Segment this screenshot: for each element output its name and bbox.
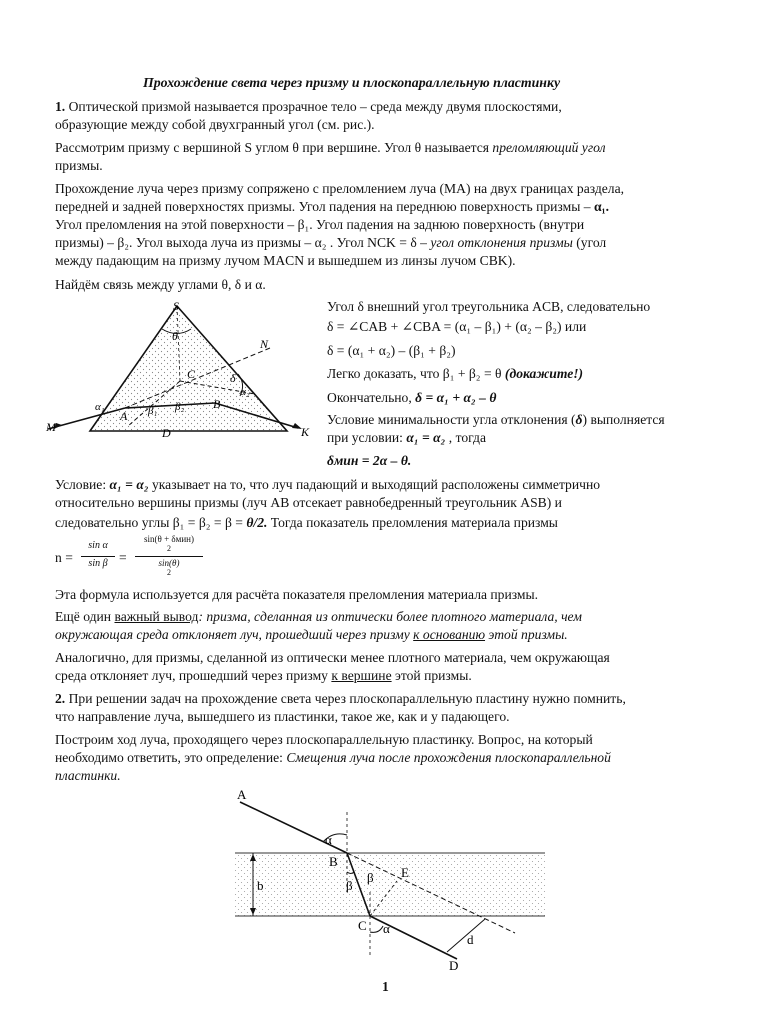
- page-number: 1: [382, 979, 389, 994]
- plate-diagram: [225, 782, 555, 972]
- text: (угол: [572, 235, 607, 250]
- text: Окончательно,: [327, 390, 416, 405]
- paragraph-line: Прохождение луча через призму сопряжено с преломлением луча (MA) на двух границах раздела,: [55, 181, 625, 196]
- paragraph-line: [55, 667, 472, 684]
- term-italic: преломляющий угол: [492, 140, 606, 155]
- symbol: θ/2.: [246, 515, 268, 530]
- label-beta-2: β: [346, 878, 353, 893]
- paragraph-line: Угол δ внешний угол треугольника ACB, следовательно: [327, 299, 651, 314]
- label-beta2: β₂: [175, 401, 185, 413]
- formula-numerator-2-divisor: 2: [167, 544, 171, 553]
- label-alpha-2: α: [383, 921, 390, 936]
- section-number: 2.: [55, 691, 66, 706]
- paragraph-line: между падающим на призму лучом MACN и вышедшем из линзы лучом CBK).: [55, 253, 516, 268]
- paragraph-line: что направление луча, вышедшего из пластинки, такое же, как и у падающего.: [55, 709, 510, 724]
- offset-line: [447, 919, 485, 952]
- paragraph-line: Найдём связь между углами θ, δ и α.: [55, 277, 266, 292]
- underlined-term: к вершине: [331, 668, 392, 683]
- label-d-point: D: [449, 958, 459, 972]
- text: Рассмотрим призму с вершиной S углом θ при вершине. Угол θ называется: [55, 140, 493, 155]
- text: , тогда: [445, 430, 486, 445]
- plate-body: [235, 853, 545, 916]
- paragraph-line: [55, 476, 600, 493]
- paragraph-line: [327, 411, 665, 428]
- italic-text: : призма, сделанная из оптически более плотного материала, чем: [198, 609, 582, 624]
- text: этой призмы.: [485, 627, 568, 642]
- paragraph-line: [55, 749, 611, 766]
- text: указывает на то, что луч падающий и выходящий расположены симметрично: [148, 477, 601, 492]
- paragraph-line: [55, 514, 558, 531]
- formula-numerator-2: sin(θ + δмин): [144, 534, 194, 544]
- equation-line: δмин = 2α – θ.: [327, 453, 412, 468]
- label-d-offset: d: [467, 932, 474, 947]
- label-n: N: [260, 337, 269, 351]
- paragraph-line: [55, 139, 606, 156]
- label-theta: θ: [172, 329, 178, 343]
- paragraph-line: Угол преломления на этой поверхности – β₁. Угол падения на заднюю поверхность (внутри: [55, 217, 585, 232]
- label-b: B: [213, 397, 221, 411]
- paragraph-line: [55, 234, 606, 251]
- paragraph-line: Построим ход луча, проходящего через плоскопараллельную пластинку. Вопрос, на который: [55, 732, 593, 747]
- text: Легко доказать, что β₁ + β₂ = θ: [327, 366, 505, 381]
- label-c: C: [358, 918, 367, 933]
- label-a: A: [120, 409, 128, 423]
- formula-equals: =: [119, 550, 127, 565]
- text: передней и задней поверхностях призмы. Угол падения на переднюю поверхность призмы –: [55, 199, 594, 214]
- italic-text: Смещения луча после прохождения плоскопараллельной: [286, 750, 611, 765]
- equation-line: δ = (α₁ + α₂) – (β₁ + β₂): [327, 343, 456, 358]
- text: этой призмы.: [391, 668, 472, 683]
- label-alpha1: α₁: [95, 401, 105, 413]
- label-alpha: α: [325, 832, 332, 847]
- label-m: M: [46, 420, 56, 434]
- label-b-point: B: [329, 854, 338, 869]
- equation-line: [327, 389, 496, 406]
- symbol: δ: [575, 412, 583, 427]
- formula-denominator-2-divisor: 2: [167, 568, 171, 577]
- paragraph-line: [55, 690, 626, 707]
- alpha-arc-bottom: [370, 926, 383, 932]
- text: следовательно углы β₁ = β₂ = β =: [55, 515, 247, 530]
- condition-formula: α₁ = α₂: [109, 477, 149, 492]
- formula-denominator-2: sin(θ): [158, 558, 180, 568]
- text: При решении задач на прохождение света через плоскопараллельную пластину нужно помнить,: [65, 691, 626, 706]
- formula-denominator-1: sin β: [88, 558, 108, 569]
- underlined-term: к основанию: [413, 627, 486, 642]
- paragraph-line: [55, 626, 568, 643]
- section-number: 1.: [55, 99, 66, 114]
- text: Тогда показатель преломления материала призмы: [267, 515, 558, 530]
- formula-n: n =: [55, 550, 73, 565]
- label-e: E: [401, 865, 409, 880]
- paragraph-line: относительно вершины призмы (луч AB отсекает равнобедренный треугольник ASB) и: [55, 495, 562, 510]
- paragraph-line: призмы.: [55, 158, 103, 173]
- symbol-bold: α₁.: [593, 199, 610, 214]
- emphasis: (докажите!): [504, 366, 584, 381]
- text: Оптической призмой называется прозрачное тело – среда между двумя плоскостями,: [65, 99, 562, 114]
- label-alpha2: α₂: [240, 386, 250, 398]
- fraction-bar: [135, 556, 203, 557]
- paragraph-line: Аналогично, для призмы, сделанной из оптически менее плотного материала, чем окружающая: [55, 650, 610, 665]
- text: при условии:: [327, 430, 407, 445]
- fraction-bar: [81, 556, 115, 557]
- text: ) выполняется: [582, 412, 665, 427]
- paragraph-line: [327, 429, 486, 446]
- label-c: C: [187, 367, 196, 381]
- label-k: K: [301, 425, 310, 439]
- label-beta1: β₁: [148, 405, 158, 417]
- paragraph-line: [55, 198, 609, 215]
- paragraph-line: образующие между собой двухгранный угол (см. рис.).: [55, 117, 375, 132]
- paragraph-line: [55, 608, 582, 625]
- label-s: S: [173, 299, 179, 313]
- label-delta: δ: [230, 371, 236, 385]
- text: призмы) – β₂. Угол выхода луча из призмы – α₂ . Угол NCK = δ –: [55, 235, 431, 250]
- text: Условие:: [55, 477, 110, 492]
- term-italic: угол отклонения призмы: [430, 235, 573, 250]
- equation-line: δ = ∠CAB + ∠CBA = (α₁ – β₁) + (α₂ – β₂) или: [327, 319, 587, 334]
- final-formula: δ = α₁ + α₂ – θ: [415, 390, 497, 405]
- paragraph-line: Эта формула используется для расчёта показателя преломления материала призмы.: [55, 587, 539, 602]
- refraction-formula: [55, 534, 215, 580]
- text: необходимо ответить, это определение:: [55, 750, 287, 765]
- label-b-thickness: b: [257, 878, 264, 893]
- text: окружающая среда отклоняет луч, прошедший через призму: [55, 627, 414, 642]
- text: Ещё один: [55, 609, 115, 624]
- prism-diagram: [40, 296, 325, 446]
- label-d: D: [162, 426, 171, 440]
- underlined-term: важный вывод: [114, 609, 199, 624]
- formula-numerator-1: sin α: [88, 540, 108, 551]
- paragraph-line: [55, 98, 562, 115]
- page-title: Прохождение света через призму и плоскопараллельную пластинку: [143, 75, 561, 90]
- text: среда отклоняет луч, прошедший через призму: [55, 668, 332, 683]
- condition-formula: α₁ = α₂: [406, 430, 446, 445]
- label-beta-1: β: [367, 870, 374, 885]
- text: Условие минимальности угла отклонения (: [327, 412, 576, 427]
- paragraph-line: пластинки.: [55, 768, 121, 783]
- paragraph-line: [327, 365, 583, 382]
- label-a: A: [237, 787, 247, 802]
